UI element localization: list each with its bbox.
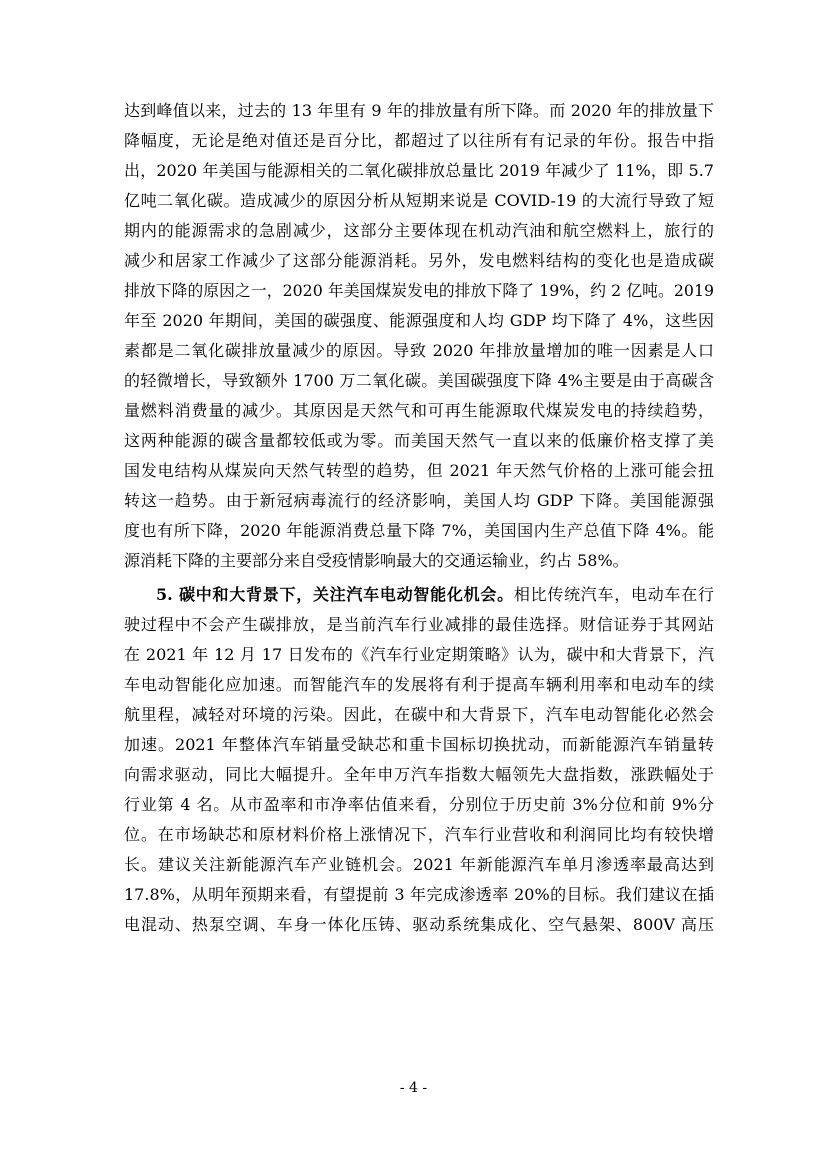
body-text-line: 亿吨二氧化碳。造成减少的原因分析从短期来说是 COVID-19 的大流行导致了短 [124, 191, 714, 210]
body-text-line: 电混动、热泵空调、车身一体化压铸、驱动系统集成化、空气悬架、800V 高压 [124, 915, 714, 934]
page-number: - 4 - [399, 1080, 428, 1096]
body-text-line: 达到峰值以来，过去的 13 年里有 9 年的排放量有所下降。而 2020 年的排放量下 [124, 101, 714, 120]
body-text-line: 这两种能源的碳含量都较低或为零。而美国天然气一直以来的低廉价格支撑了美 [124, 431, 714, 450]
body-text-line: 度也有所下降，2020 年能源消费总量下降 7%，美国国内生产总值下降 4%。能 [124, 521, 714, 540]
body-text-line: 出，2020 年美国与能源相关的二氧化碳排放总量比 2019 年减少了 11%，即 5.7 [124, 161, 714, 180]
body-text-line: 长。建议关注新能源汽车产业链机会。2021 年新能源汽车单月渗透率最高达到 [124, 855, 714, 874]
body-text-line: 航里程，减轻对环境的污染。因此，在碳中和大背景下，汽车电动智能化必然会 [124, 705, 714, 724]
body-text-line: 源消耗下降的主要部分来自受疫情影响最大的交通运输业，约占 58%。 [124, 551, 629, 570]
body-text-line: 向需求驱动，同比大幅提升。全年申万汽车指数大幅领先大盘指数，涨跌幅处于 [124, 765, 714, 784]
section-heading: 5. 碳中和大背景下，关注汽车电动智能化机会。 [156, 585, 514, 604]
body-text-line: 国发电结构从煤炭向天然气转型的趋势，但 2021 年天然气价格的上涨可能会扭 [124, 461, 714, 480]
body-text-line: 驶过程中不会产生碳排放，是当前汽车行业减排的最佳选择。财信证券于其网站 [124, 615, 714, 634]
body-text-line: 行业第 4 名。从市盈率和市净率估值来看，分别位于历史前 3%分位和前 9%分 [124, 795, 714, 814]
body-text-line: 期内的能源需求的急剧减少，这部分主要体现在机动汽油和航空燃料上，旅行的 [124, 221, 714, 240]
body-text-span: 相比传统汽车，电动车在行 [513, 585, 714, 604]
body-text-line: 减少和居家工作减少了这部分能源消耗。另外，发电燃料结构的变化也是造成碳 [124, 251, 714, 270]
body-text-line: 17.8%，从明年预期来看，有望提前 3 年完成渗透率 20%的目标。我们建议在插 [124, 885, 714, 904]
body-text-line: 在 2021 年 12 月 17 日发布的《汽车行业定期策略》认为，碳中和大背景下，汽 [124, 645, 714, 664]
paragraph-first-line [156, 580, 714, 610]
body-text-line: 位。在市场缺芯和原材料价格上涨情况下，汽车行业营收和利润同比均有较快增 [124, 825, 714, 844]
body-text-line: 降幅度，无论是绝对值还是百分比，都超过了以往所有有记录的年份。报告中指 [124, 131, 714, 150]
body-text-line: 车电动智能化应加速。而智能汽车的发展将有利于提高车辆利用率和电动车的续 [124, 675, 714, 694]
body-text-line: 的轻微增长，导致额外 1700 万二氧化碳。美国碳强度下降 4%主要是由于高碳含 [124, 371, 714, 390]
body-text-line: 转这一趋势。由于新冠病毒流行的经济影响，美国人均 GDP 下降。美国能源强 [124, 491, 714, 510]
body-text-line: 加速。2021 年整体汽车销量受缺芯和重卡国标切换扰动，而新能源汽车销量转 [124, 735, 714, 754]
body-text-line: 素都是二氧化碳排放量减少的原因。导致 2020 年排放量增加的唯一因素是人口 [124, 341, 714, 360]
body-text-line: 年至 2020 年期间，美国的碳强度、能源强度和人均 GDP 均下降了 4%，这些因 [124, 311, 714, 330]
body-text-line: 排放下降的原因之一，2020 年美国煤炭发电的排放下降了 19%，约 2 亿吨。2019 [124, 281, 714, 300]
body-text-line: 量燃料消费量的减少。其原因是天然气和可再生能源取代煤炭发电的持续趋势， [124, 401, 714, 420]
